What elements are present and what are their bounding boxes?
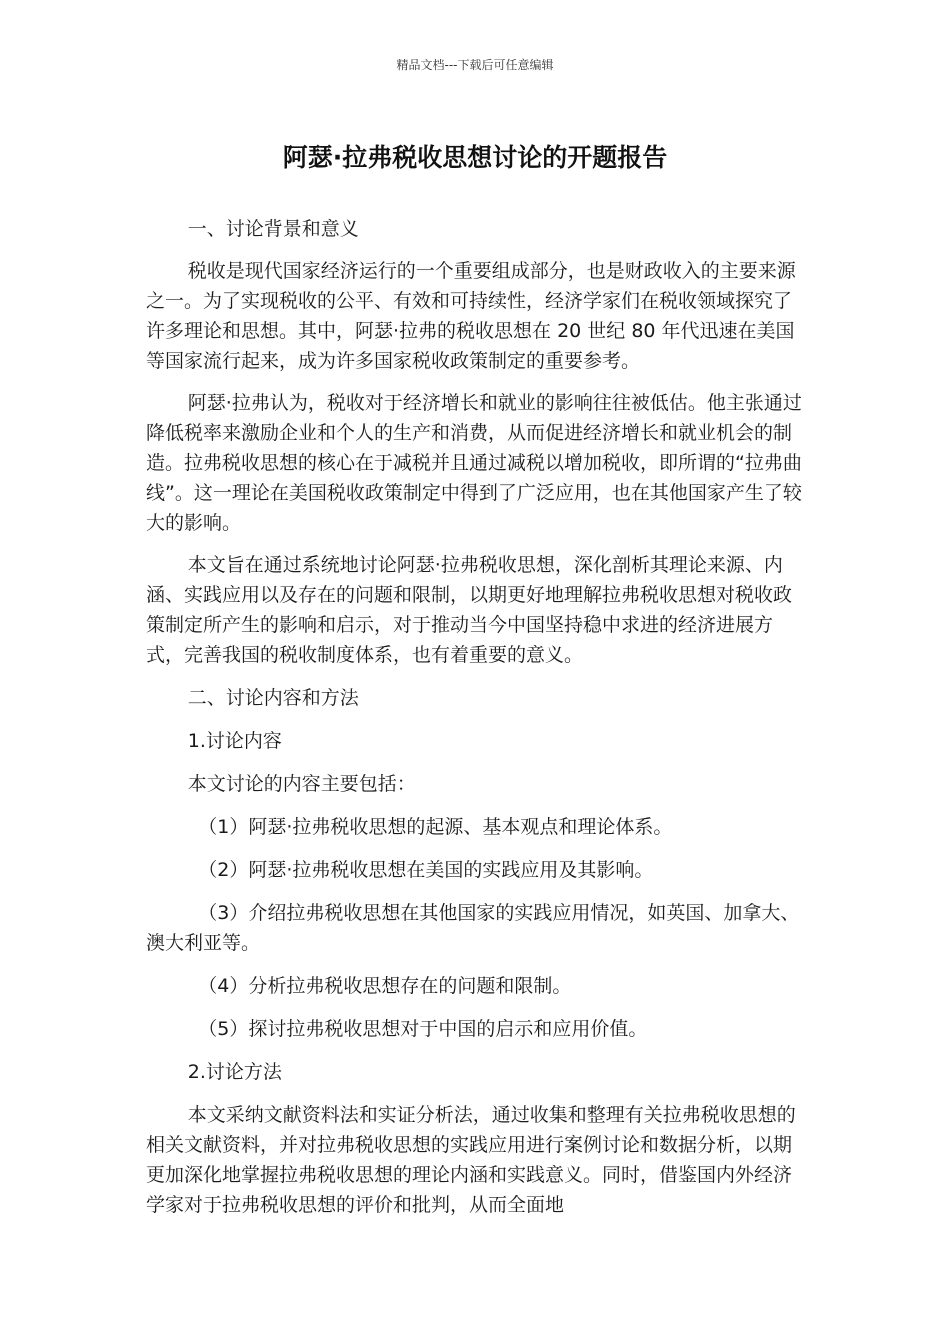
list-item: （1）阿瑟·拉弗税收思想的起源、基本观点和理论体系。 [198,816,673,838]
document-title: 阿瑟·拉弗税收思想讨论的开题报告 [282,143,668,172]
list-item: （5）探讨拉弗税收思想对于中国的启示和应用价值。 [198,1018,648,1040]
content-intro: 本文讨论的内容主要包括： [187,773,416,795]
paragraph-method: 本文采纳文献资料法和实证分析法，通过收集和整理有关拉弗税收思想的相关文献资料，并对拉弗税收思想的实践应用进行案例讨论和数据分析，以期更加深化地掌握拉弗税收思想的理论内涵和实践意义。同时，借鉴国内外经济学家对于拉弗税收思想的评价和批判，从而全面地 [146,1104,796,1216]
paragraph-background-1: 税收是现代国家经济运行的一个重要组成部分，也是财政收入的主要来源之一。为了实现税收的公平、有效和可持续性，经济学家们在税收领域探究了许多理论和思想。其中，阿瑟·拉弗的税收思想在 20 世纪 80 年代迅速在美国等国家流行起来，成为许多国家税收政策制定的重要参考。 [146,260,796,372]
paragraph-background-3: 本文旨在通过系统地讨论阿瑟·拉弗税收思想，深化剖析其理论来源、内涵、实践应用以及存在的问题和限制，以期更好地理解拉弗税收思想对税收政策制定所产生的影响和启示，对于推动当今中国坚持稳中求进的经济进展方式，完善我国的税收制度体系，也有着重要的意义。 [146,554,793,666]
subsection-heading-content: 1.讨论内容 [187,730,282,752]
document-body [146,214,810,1220]
list-item: （2）阿瑟·拉弗税收思想在美国的实践应用及其影响。 [198,859,654,881]
paragraph-background-2: 阿瑟·拉弗认为，税收对于经济增长和就业的影响往往被低估。他主张通过降低税率来激励企业和个人的生产和消费，从而促进经济增长和就业机会的制造。拉弗税收思想的核心在于减税并且通过减税以增加税收，即所谓的“拉弗曲线”。这一理论在美国税收政策制定中得到了广泛应用，也在其他国家产生了较大的影响。 [146,392,802,534]
list-item: （4）分析拉弗税收思想存在的问题和限制。 [198,975,572,997]
page-header-watermark: 精品文档---下载后可任意编辑 [396,58,554,72]
subsection-heading-method: 2.讨论方法 [187,1061,282,1083]
section-heading-content-method: 二、讨论内容和方法 [187,687,359,709]
list-item: （3）介绍拉弗税收思想在其他国家的实践应用情况，如英国、加拿大、澳大利亚等。 [146,902,800,954]
section-heading-background: 一、讨论背景和意义 [187,218,359,240]
